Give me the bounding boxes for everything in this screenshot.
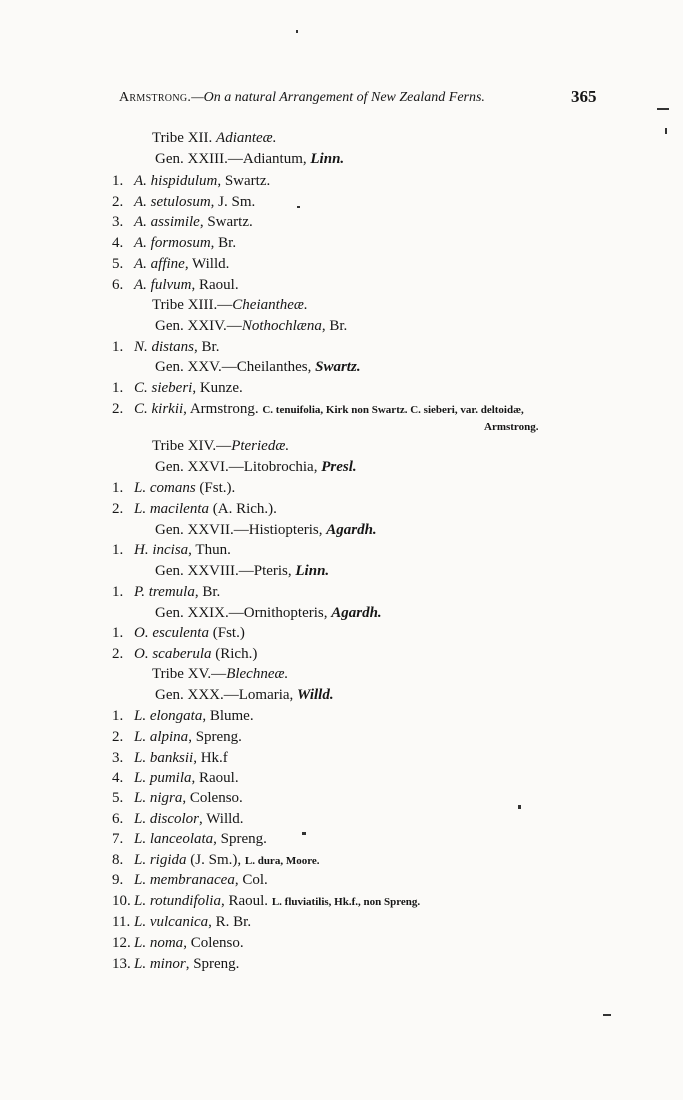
species-text — [134, 378, 243, 399]
entry-number: 1. — [112, 708, 124, 724]
species-name: L. membranacea — [134, 872, 235, 888]
species-authority: , Spreng. — [185, 956, 240, 972]
species-entry — [0, 727, 683, 748]
species-text — [134, 254, 229, 275]
species-entry — [0, 192, 683, 213]
species-entry — [0, 171, 683, 192]
genus-heading — [0, 457, 683, 478]
heading-text — [155, 520, 377, 541]
entry-number: 2. — [112, 501, 124, 517]
species-authority: , Thun. — [188, 542, 231, 558]
heading-text — [152, 295, 308, 316]
species-text — [134, 891, 420, 913]
genus-heading — [0, 561, 683, 582]
species-text — [134, 954, 239, 975]
species-name: L. lanceolata — [134, 831, 214, 847]
heading-italic: Cheianthеæ. — [232, 297, 308, 313]
species-entry — [0, 254, 683, 275]
heading-label: Gen. XXIII.—Adiantum, — [155, 151, 311, 167]
entry-number: 4. — [112, 235, 124, 251]
species-entry — [0, 912, 683, 933]
species-entry — [0, 275, 683, 296]
species-authority: , Swartz. — [217, 173, 271, 189]
genus-heading — [0, 685, 683, 706]
heading-text — [155, 357, 361, 378]
species-authority: , Raoul. — [220, 893, 269, 909]
heading-label: Gen. XXVII.—Histiopteris, — [155, 522, 327, 538]
scan-speck — [603, 1014, 611, 1016]
species-authority: (Rich.) — [211, 646, 258, 662]
species-text — [134, 399, 524, 421]
genus-heading — [0, 603, 683, 624]
species-entry — [0, 891, 683, 912]
species-text — [134, 870, 268, 891]
heading-label: Gen. XXVI.—Litobrochia, — [155, 459, 322, 475]
heading-label: Gen. XXIV.— — [155, 318, 242, 334]
entry-number: 3. — [112, 214, 124, 230]
entry-number: 1. — [112, 380, 124, 396]
species-entry — [0, 748, 683, 769]
genus-heading — [0, 316, 683, 337]
entry-number: 3. — [112, 750, 124, 766]
species-entry — [0, 623, 683, 644]
heading-label: Tribe XIV.— — [152, 438, 232, 454]
entry-number: 1. — [112, 584, 124, 600]
species-name: A. affine — [134, 256, 185, 272]
species-entry — [0, 788, 683, 809]
genus-heading — [0, 357, 683, 378]
heading-authority: , Br. — [321, 318, 348, 334]
species-text — [134, 933, 244, 954]
species-authority: , Raoul. — [191, 277, 239, 293]
species-authority: , Kunze. — [192, 380, 243, 396]
scan-speck — [302, 832, 306, 835]
species-entry — [0, 870, 683, 891]
species-authority: (J. Sm.), — [186, 852, 242, 868]
entry-number: 5. — [112, 790, 124, 806]
species-authority: , Blume. — [202, 708, 254, 724]
heading-italic: Willd. — [297, 687, 334, 703]
synonym-note: L. dura, Moore. — [244, 855, 320, 867]
species-entry — [0, 212, 683, 233]
species-name: P. tremula — [134, 584, 195, 600]
entry-number: 1. — [112, 542, 124, 558]
species-entry — [0, 850, 683, 871]
species-name: L. rigida — [134, 852, 187, 868]
species-entry — [0, 582, 683, 603]
entry-number: 1. — [112, 625, 124, 641]
heading-text — [155, 685, 334, 706]
heading-italic: Linn. — [310, 151, 345, 167]
species-name: L. comans — [134, 480, 196, 496]
species-name: O. scaberula — [134, 646, 212, 662]
species-entry — [0, 829, 683, 850]
species-name: A. hispidulum — [134, 173, 218, 189]
species-text — [134, 788, 243, 809]
entry-number: 5. — [112, 256, 124, 272]
heading-label: Tribe XIII.— — [152, 297, 233, 313]
heading-text — [152, 664, 288, 685]
scan-speck — [518, 805, 521, 809]
species-name: A. assimile — [134, 214, 200, 230]
heading-text — [155, 149, 344, 170]
header-title: —On a natural Arrangement of New Zealand Ferns. — [191, 90, 485, 105]
species-text — [134, 850, 320, 872]
heading-italic: Agardh. — [331, 605, 382, 621]
species-name: L. nigra — [134, 790, 183, 806]
species-authority: , Spreng. — [188, 729, 242, 745]
species-text — [134, 192, 255, 213]
tribe-heading — [0, 295, 683, 316]
entry-number: 12. — [112, 935, 131, 951]
entry-number: 2. — [112, 646, 124, 662]
species-authority: , Colenso. — [182, 790, 243, 806]
species-authority: , R. Br. — [208, 914, 252, 930]
entry-number: 9. — [112, 872, 124, 888]
species-name: L. noma — [134, 935, 184, 951]
heading-italic: Blechneæ. — [226, 666, 289, 682]
scan-speck — [296, 30, 298, 33]
entry-number: 6. — [112, 277, 124, 293]
species-name: L. banksii — [134, 750, 194, 766]
species-name: L. discolor — [134, 811, 200, 827]
entry-number: 7. — [112, 831, 124, 847]
entry-number: 2. — [112, 401, 124, 417]
heading-label: Gen. XXV.—Cheilanthes, — [155, 359, 316, 375]
species-authority: , Willd. — [199, 811, 244, 827]
scan-speck — [665, 128, 667, 134]
species-entry — [0, 706, 683, 727]
species-name: A. setulosum — [134, 194, 211, 210]
species-entry — [0, 478, 683, 499]
synonym-note-continued: Armstrong. — [484, 421, 539, 433]
heading-italic: Agardh. — [326, 522, 377, 538]
species-entry — [0, 954, 683, 975]
heading-italic: Swartz. — [315, 359, 361, 375]
scan-speck — [297, 206, 300, 208]
species-text — [134, 912, 251, 933]
entry-number: 2. — [112, 729, 124, 745]
species-authority: , Willd. — [184, 256, 230, 272]
heading-text — [152, 128, 276, 149]
species-text — [134, 478, 235, 499]
genus-heading — [0, 520, 683, 541]
species-name: L. rotundifolia — [134, 893, 221, 909]
entry-number: 6. — [112, 811, 124, 827]
heading-label: Gen. XXIX.—Ornithopteris, — [155, 605, 332, 621]
species-text — [134, 768, 239, 789]
species-entry — [0, 809, 683, 830]
species-text — [134, 644, 257, 665]
species-authority: , Br. — [210, 235, 237, 251]
heading-text — [152, 436, 289, 457]
tribe-heading — [0, 664, 683, 685]
species-entry — [0, 378, 683, 399]
heading-text — [155, 316, 347, 337]
heading-italic: Presl. — [321, 459, 357, 475]
species-entry — [0, 399, 683, 433]
species-entry — [0, 499, 683, 520]
species-name: L. macilenta — [134, 501, 209, 517]
species-entry — [0, 644, 683, 665]
species-text — [134, 706, 254, 727]
heading-text — [155, 561, 329, 582]
species-authority: , Br. — [194, 339, 220, 355]
entry-number: 1. — [112, 480, 124, 496]
species-entry — [0, 540, 683, 561]
species-authority: , Col. — [234, 872, 268, 888]
entry-number: 1. — [112, 339, 124, 355]
species-text — [134, 499, 277, 520]
header-author: Armstrong. — [119, 90, 192, 105]
heading-text — [155, 603, 382, 624]
species-text — [134, 233, 236, 254]
species-authority: , Raoul. — [191, 770, 239, 786]
species-name: O. esculenta — [134, 625, 209, 641]
heading-text — [155, 457, 357, 478]
species-name: L. alpina — [134, 729, 189, 745]
species-text — [134, 212, 253, 233]
species-text — [134, 829, 267, 850]
species-name: L. pumila — [134, 770, 192, 786]
page-number: 365 — [571, 87, 597, 106]
species-name: L. elongata — [134, 708, 203, 724]
species-text — [134, 748, 228, 769]
species-text — [134, 727, 242, 748]
entry-number: 10. — [112, 893, 131, 909]
heading-italic: Pteriedæ. — [231, 438, 290, 454]
species-authority: (Fst.) — [208, 625, 245, 641]
species-name: H. incisa — [134, 542, 189, 558]
heading-label: Gen. XXX.—Lomaria, — [155, 687, 298, 703]
species-authority: , Br. — [194, 584, 221, 600]
running-header — [119, 87, 599, 106]
heading-label: Tribe XII. — [152, 130, 217, 146]
heading-label: Gen. XXVIII.—Pteris, — [155, 563, 296, 579]
heading-italic: Adianteæ. — [216, 130, 277, 146]
species-entry — [0, 768, 683, 789]
species-name: L. vulcanica — [134, 914, 209, 930]
entry-number: 11. — [112, 914, 131, 930]
heading-italic: Nothochlæna — [241, 318, 322, 334]
entry-number: 1. — [112, 173, 124, 189]
species-name: A. formosum — [134, 235, 211, 251]
heading-label: Tribe XV.— — [152, 666, 227, 682]
scan-speck — [657, 108, 669, 110]
species-authority: , Armstrong. — [183, 401, 259, 417]
species-text — [134, 540, 231, 561]
genus-heading — [0, 149, 683, 170]
species-name: C. kirkii — [134, 401, 184, 417]
species-text — [134, 582, 220, 603]
species-name: C. sieberi — [134, 380, 193, 396]
species-authority: , Hk.f — [193, 750, 228, 766]
species-text — [134, 171, 270, 192]
tribe-heading — [0, 128, 683, 149]
entry-number: 8. — [112, 852, 124, 868]
entry-number: 2. — [112, 194, 124, 210]
species-name: A. fulvum — [134, 277, 192, 293]
species-authority: (A. Rich.). — [209, 501, 277, 517]
entry-number: 4. — [112, 770, 124, 786]
species-text — [134, 275, 239, 296]
entry-number: 13. — [112, 956, 131, 972]
species-text — [134, 623, 245, 644]
synonym-note: L. fluviatilis, Hk.f., non Spreng. — [271, 896, 421, 908]
species-entry — [0, 337, 683, 358]
species-authority: , Colenso. — [183, 935, 244, 951]
species-authority: (Fst.). — [195, 480, 236, 496]
species-authority: , Swartz. — [199, 214, 253, 230]
species-text — [134, 809, 244, 830]
species-name: N. distans — [134, 339, 195, 355]
species-name: L. minor — [134, 956, 186, 972]
species-entry — [0, 233, 683, 254]
species-text — [134, 337, 219, 358]
tribe-heading — [0, 436, 683, 457]
species-authority: , J. Sm. — [210, 194, 256, 210]
heading-italic: Linn. — [295, 563, 330, 579]
species-entry — [0, 933, 683, 954]
species-authority: , Spreng. — [213, 831, 267, 847]
synonym-note: C. tenuifolia, Kirk non Swartz. C. sieberi, var. deltoidæ, — [262, 404, 524, 416]
